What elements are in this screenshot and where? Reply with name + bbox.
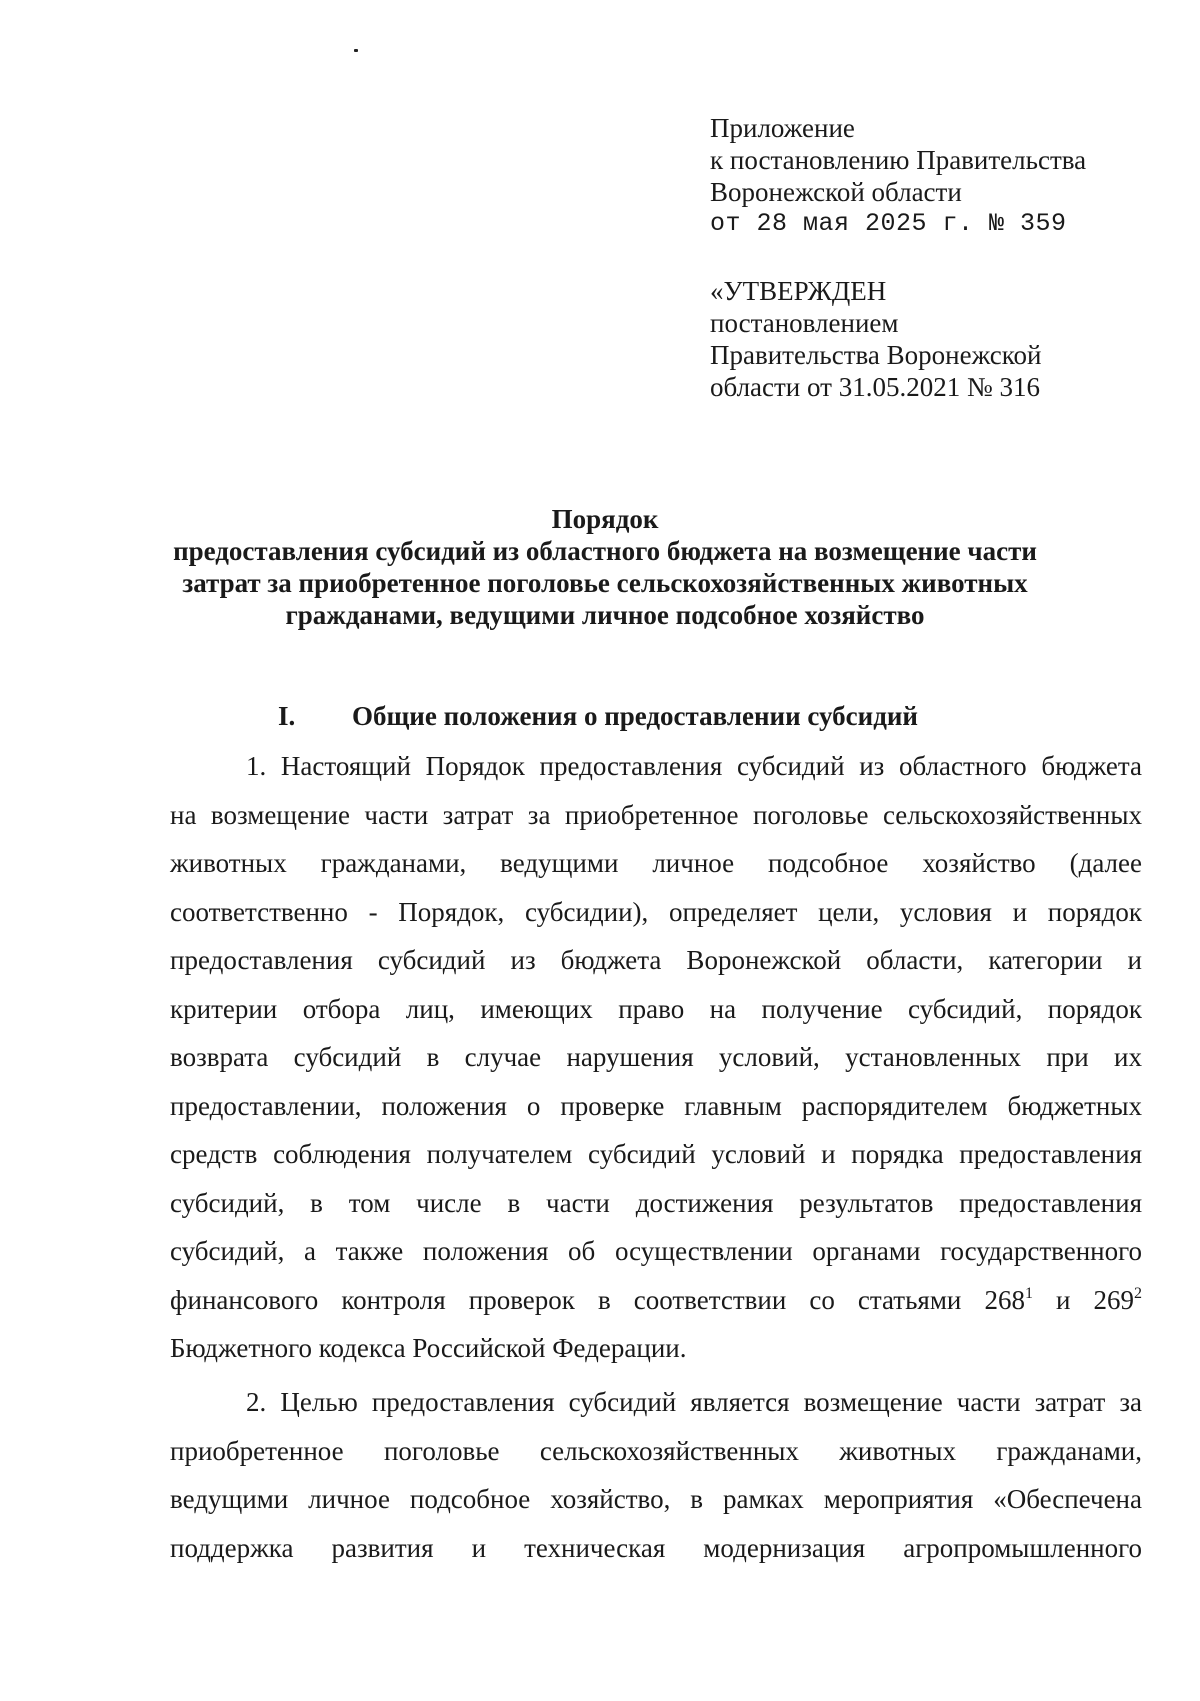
title-line: затрат за приобретенное поголовье сельскохозяйственных животных [182, 568, 1028, 598]
title-line: Порядок [551, 504, 659, 534]
appendix-note [710, 112, 1180, 240]
paragraph-line: субсидий, в том числе в части достижения результатов предоставления [170, 1187, 1142, 1218]
paragraph-1 [170, 742, 1142, 1373]
paragraph-line: ведущими личное подсобное хозяйство, в рамках мероприятия «Обеспечена [170, 1484, 1142, 1514]
title-line: предоставления субсидий из областного бюджета на возмещение части [173, 536, 1037, 566]
paragraph-line: приобретенное поголовье сельскохозяйственных животных гражданами, [170, 1435, 1142, 1466]
paragraph-line: 2. Целью предоставления субсидий является возмещение части затрат за [246, 1387, 1142, 1417]
paragraph-line: соответственно - Порядок, субсидии), определяет цели, условия и порядок [170, 896, 1142, 927]
paragraph-line: животных гражданами, ведущими личное подсобное хозяйство (далее [170, 848, 1142, 878]
approval-line: постановлением [710, 308, 899, 338]
paragraph-line: Бюджетного кодекса Российской Федерации. [170, 1333, 687, 1363]
paragraph-line: средств соблюдения получателем субсидий условий и порядка предоставления [170, 1139, 1142, 1169]
document-title [150, 503, 1060, 631]
approval-line: «УТВЕРЖДЕН [710, 276, 887, 306]
section-number: I. [278, 701, 296, 731]
articles-prefix: финансового контроля проверок в соответствии со статьями [170, 1284, 962, 1315]
title-line: гражданами, ведущими личное подсобное хозяйство [285, 600, 925, 630]
conjunction: и [1056, 1284, 1071, 1315]
approval-stamp-text [710, 275, 1180, 403]
paragraph-2 [170, 1378, 1142, 1572]
paragraph-line: критерии отбора лиц, имеющих право на получение субсидий, порядок [170, 993, 1142, 1024]
paragraph-line: субсидий, а также положения об осуществлении органами государственного [170, 1236, 1142, 1266]
paragraph-line: предоставлении, положения о проверке главным распорядителем бюджетных [170, 1090, 1142, 1121]
appendix-line: Приложение [710, 113, 855, 143]
paragraph-line: 1. Настоящий Порядок предоставления субсидий из областного бюджета [246, 751, 1142, 781]
scan-speck [354, 49, 358, 52]
approval-line: Правительства Воронежской [710, 340, 1042, 370]
paragraph-line-articles [170, 1276, 1142, 1325]
paragraph-line: поддержка развития и техническая модернизация агропромышленного [170, 1532, 1142, 1563]
paragraph-line: возврата субсидий в случае нарушения условий, установленных при их [170, 1042, 1142, 1072]
article-number: $268^1$ [984, 1284, 1033, 1315]
paragraph-line: предоставления субсидий из бюджета Воронежской области, категории и [170, 945, 1142, 975]
appendix-line: Воронежской области [710, 177, 962, 207]
section-heading [278, 700, 918, 732]
approval-line: области от 31.05.2021 № 316 [710, 372, 1040, 402]
section-title: Общие положения о предоставлении субсидий [352, 701, 918, 731]
appendix-line: к постановлению Правительства [710, 145, 1087, 175]
article-number: $269^2$ [1093, 1284, 1143, 1315]
paragraph-line: на возмещение части затрат за приобретенное поголовье сельскохозяйственных [170, 799, 1142, 830]
appendix-date-line: от 28 мая 2025 г. № 359 [710, 209, 1067, 238]
